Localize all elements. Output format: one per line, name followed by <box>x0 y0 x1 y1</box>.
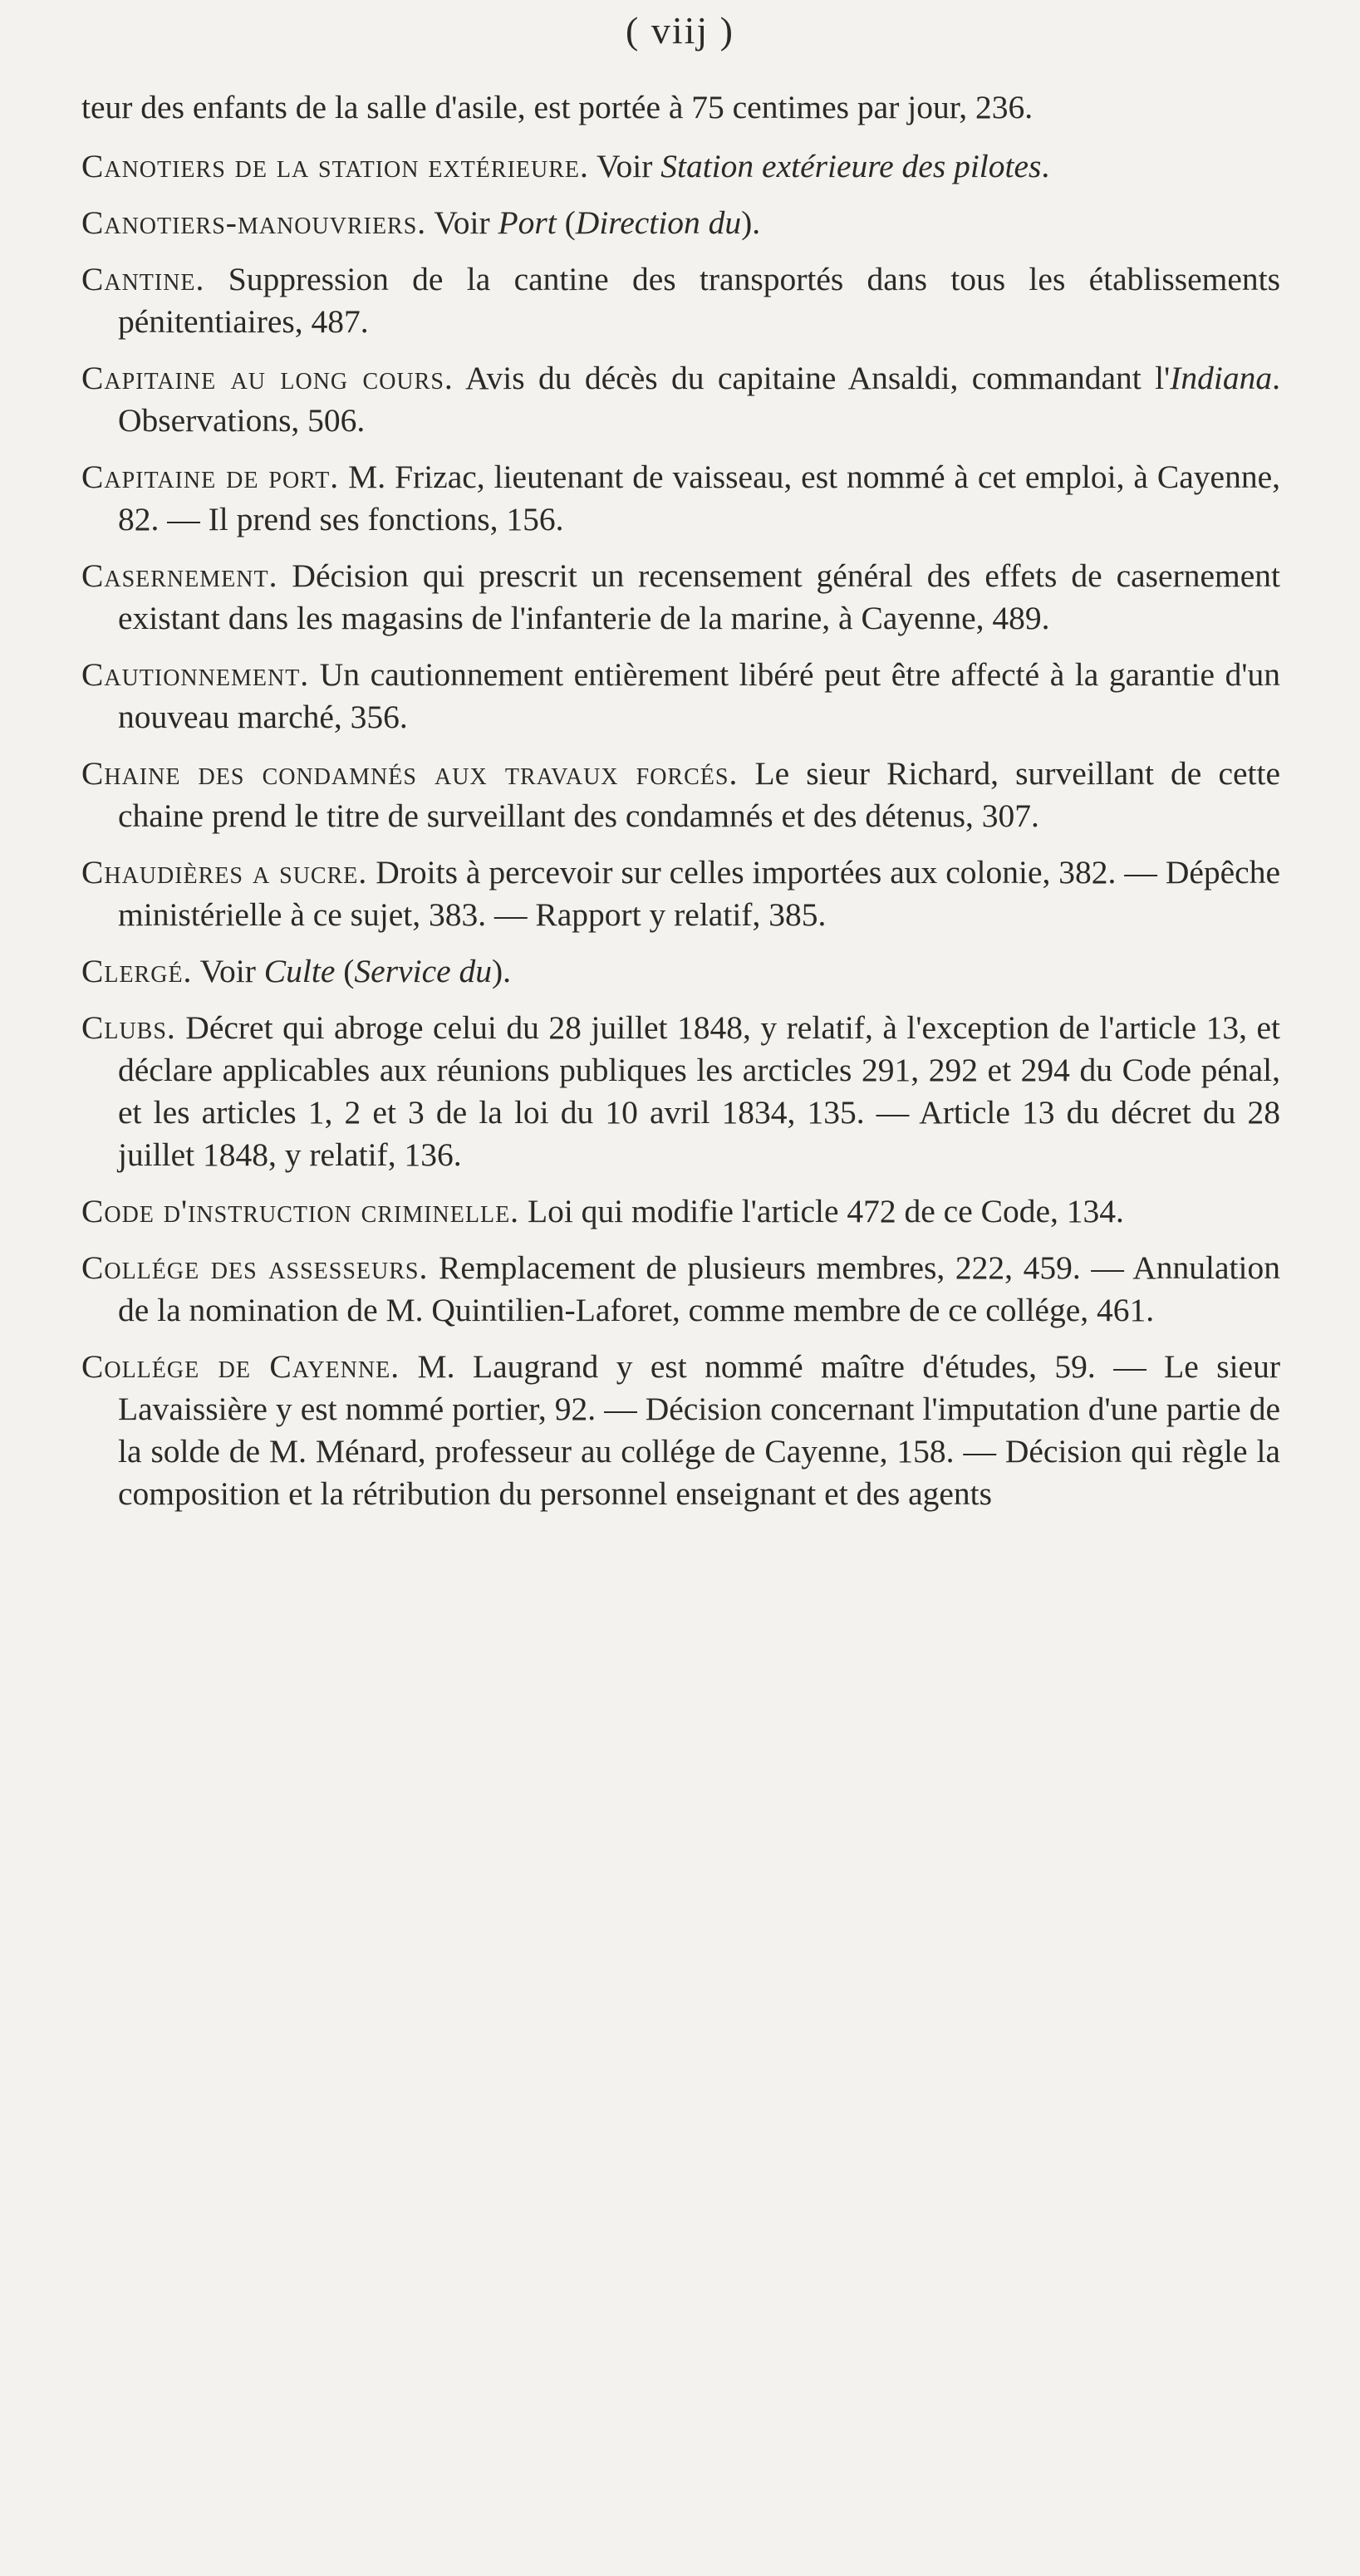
entry-heading: Chaudières a sucre. <box>81 854 368 891</box>
entry-text: Voir <box>588 148 661 184</box>
entry-text: Voir <box>192 953 264 989</box>
entry-text: Suppression de la cantine des transportés dans tous les établissements pénitentiaires, 487. <box>118 261 1280 340</box>
entry-text: ( <box>556 204 576 241</box>
entry-heading: Collége de Cayenne. <box>81 1348 400 1385</box>
entry-heading: Canotiers-manouvriers. <box>81 204 427 241</box>
index-entry <box>81 456 1280 541</box>
entry-text: ). <box>492 953 512 989</box>
index-entry <box>81 86 1280 129</box>
entry-reference: Station extérieure des pilotes <box>660 148 1042 184</box>
index-entry <box>81 202 1280 244</box>
entry-text: Droits à percevoir sur celles importées aux colonie, 382. — Dépêche ministérielle à ce sujet, 383. — Rapport y relatif, 385. <box>118 854 1280 933</box>
entry-text: teur des enfants de la salle d'asile, est portée à 75 centimes par jour, 236. <box>81 89 1034 125</box>
index-entry <box>81 1007 1280 1176</box>
entry-heading: Clergé. <box>81 953 193 989</box>
entry-text: Décision qui prescrit un recensement général des effets de casernement existant dans les magasins de l'infanterie de la marine, à Cayenne, 489. <box>118 557 1280 636</box>
entry-heading: Capitaine au long cours. <box>81 360 454 396</box>
entry-text: M. Laugrand y est nommé maître d'études, 59. — Le sieur Lavaissière y est nommé portier, 92. — Décision concernant l'imputation d'une partie de la solde de M. Ménard, professeur au collége de Cayenne, 158. — Décision qui règle la composition et la rétribution du personnel enseignant et des agents <box>118 1348 1280 1512</box>
entry-text: . Observations, 506. <box>118 360 1280 439</box>
entry-heading: Code d'instruction criminelle. <box>81 1193 520 1229</box>
entry-text: Remplacement de plusieurs membres, 222, 459. — Annulation de la nomination de M. Quintilien-Laforet, comme membre de ce collége, 461. <box>118 1249 1280 1328</box>
entry-text: ). <box>741 204 761 241</box>
index-entry <box>81 555 1280 640</box>
entry-reference: Culte <box>263 953 336 989</box>
entry-text: Décret qui abroge celui du 28 juillet 1848, y relatif, à l'exception de l'article 13, et déclare applicables aux réunions publiques les arcticles 291, 292 et 294 du Code pénal, et les articles 1, 2 et 3 de la loi du 10 avril 1834, 135. — Article 13 du décret du 28 juillet 1848, y relatif, 136. <box>118 1009 1280 1173</box>
entry-text: ( <box>335 953 355 989</box>
entry-heading: Collége des assesseurs. <box>81 1249 429 1286</box>
entry-text: M. Frizac, lieutenant de vaisseau, est nommé à cet emploi, à Cayenne, 82. — Il prend ses fonctions, 156. <box>118 459 1280 537</box>
entry-reference: Direction du <box>575 204 742 241</box>
entry-heading: Cantine. <box>81 261 205 297</box>
entry-heading: Casernement. <box>81 557 278 594</box>
entry-reference: Port <box>498 204 557 241</box>
index-entry <box>81 258 1280 343</box>
index-entry <box>81 1247 1280 1332</box>
entry-heading: Canotiers de la station extérieure. <box>81 148 589 184</box>
entry-reference: Service du <box>354 953 493 989</box>
index-entry <box>81 753 1280 837</box>
entry-heading: Cautionnement. <box>81 656 310 693</box>
entry-text: Un cautionnement entièrement libéré peut être affecté à la garantie d'un nouveau marché, 356. <box>118 656 1280 735</box>
entry-text: Voir <box>426 204 498 241</box>
entry-reference: Indiana <box>1170 360 1273 396</box>
index-entry <box>81 357 1280 442</box>
entry-heading: Chaine des condamnés aux travaux forcés. <box>81 755 739 792</box>
entry-text: . <box>1041 148 1050 184</box>
entry-heading: Clubs. <box>81 1009 176 1046</box>
index-entries <box>81 86 1280 1529</box>
entry-heading: Capitaine de port. <box>81 459 340 495</box>
index-entry <box>81 145 1280 188</box>
entry-text: Le sieur Richard, surveillant de cette chaine prend le titre de surveillant des condamnés et des détenus, 307. <box>118 755 1280 834</box>
index-entry <box>81 950 1280 993</box>
entry-text: Loi qui modifie l'article 472 de ce Code, 134. <box>519 1193 1124 1229</box>
entry-text: Avis du décès du capitaine Ansaldi, commandant l' <box>453 360 1171 396</box>
index-entry <box>81 654 1280 738</box>
index-entry <box>81 1190 1280 1233</box>
index-entry <box>81 1346 1280 1515</box>
page-header: ( viij ) <box>626 9 734 52</box>
index-entry <box>81 851 1280 936</box>
